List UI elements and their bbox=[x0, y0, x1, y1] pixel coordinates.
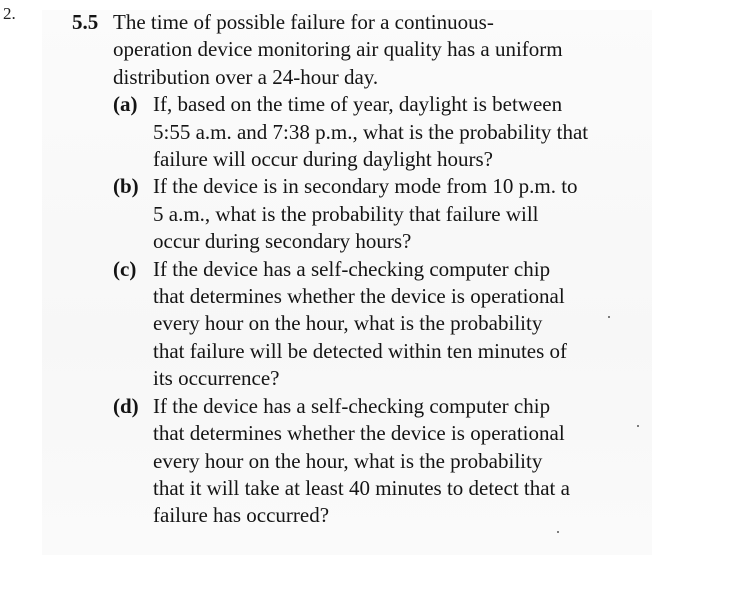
outer-item-number: 2. bbox=[3, 4, 16, 23]
stem-line: distribution over a 24-hour day. bbox=[113, 64, 379, 89]
part-line: failure will occur during daylight hours? bbox=[153, 147, 493, 172]
part-line: that it will take at least 40 minutes to detect that a bbox=[153, 475, 570, 500]
part-line: 5 a.m., what is the probability that failure will bbox=[153, 201, 539, 226]
part-text bbox=[153, 173, 647, 255]
problem-5-5 bbox=[72, 9, 647, 530]
part-line: that determines whether the device is operational bbox=[153, 421, 565, 446]
problem-stem bbox=[113, 9, 647, 91]
part-line: that failure will be detected within ten minutes of bbox=[153, 338, 568, 363]
scan-speck bbox=[557, 531, 559, 533]
part-line: that determines whether the device is operational bbox=[153, 284, 565, 309]
part-line: If, based on the time of year, daylight is between bbox=[153, 92, 563, 117]
part-a bbox=[113, 91, 647, 173]
part-line: If the device has a self-checking computer chip bbox=[153, 256, 551, 281]
part-text bbox=[153, 393, 647, 530]
part-label: (c) bbox=[113, 256, 137, 281]
part-line: failure has occurred? bbox=[153, 503, 330, 528]
part-label: (b) bbox=[113, 174, 139, 199]
problem-number: 5.5 bbox=[72, 10, 99, 34]
part-line: 5:55 a.m. and 7:38 p.m., what is the probability that bbox=[153, 119, 589, 144]
part-line: its occurrence? bbox=[153, 366, 280, 391]
part-line: If the device is in secondary mode from 10 p.m. to bbox=[153, 174, 578, 199]
part-label: (a) bbox=[113, 92, 138, 117]
part-line: occur during secondary hours? bbox=[153, 229, 412, 254]
scan-speck bbox=[637, 425, 639, 427]
part-c bbox=[113, 256, 647, 393]
stem-line: The time of possible failure for a continuous- bbox=[113, 10, 494, 34]
part-line: every hour on the hour, what is the probability bbox=[153, 311, 543, 336]
part-label: (d) bbox=[113, 393, 139, 418]
problem-header bbox=[72, 9, 647, 91]
part-b bbox=[113, 173, 647, 255]
part-line: every hour on the hour, what is the probability bbox=[153, 448, 543, 473]
scan-speck bbox=[608, 316, 610, 318]
part-text bbox=[153, 256, 647, 393]
part-d bbox=[113, 393, 647, 530]
part-text bbox=[153, 91, 647, 173]
part-line: If the device has a self-checking computer chip bbox=[153, 393, 551, 418]
stem-line: operation device monitoring air quality has a uniform bbox=[113, 37, 563, 62]
problem-parts bbox=[113, 91, 647, 530]
